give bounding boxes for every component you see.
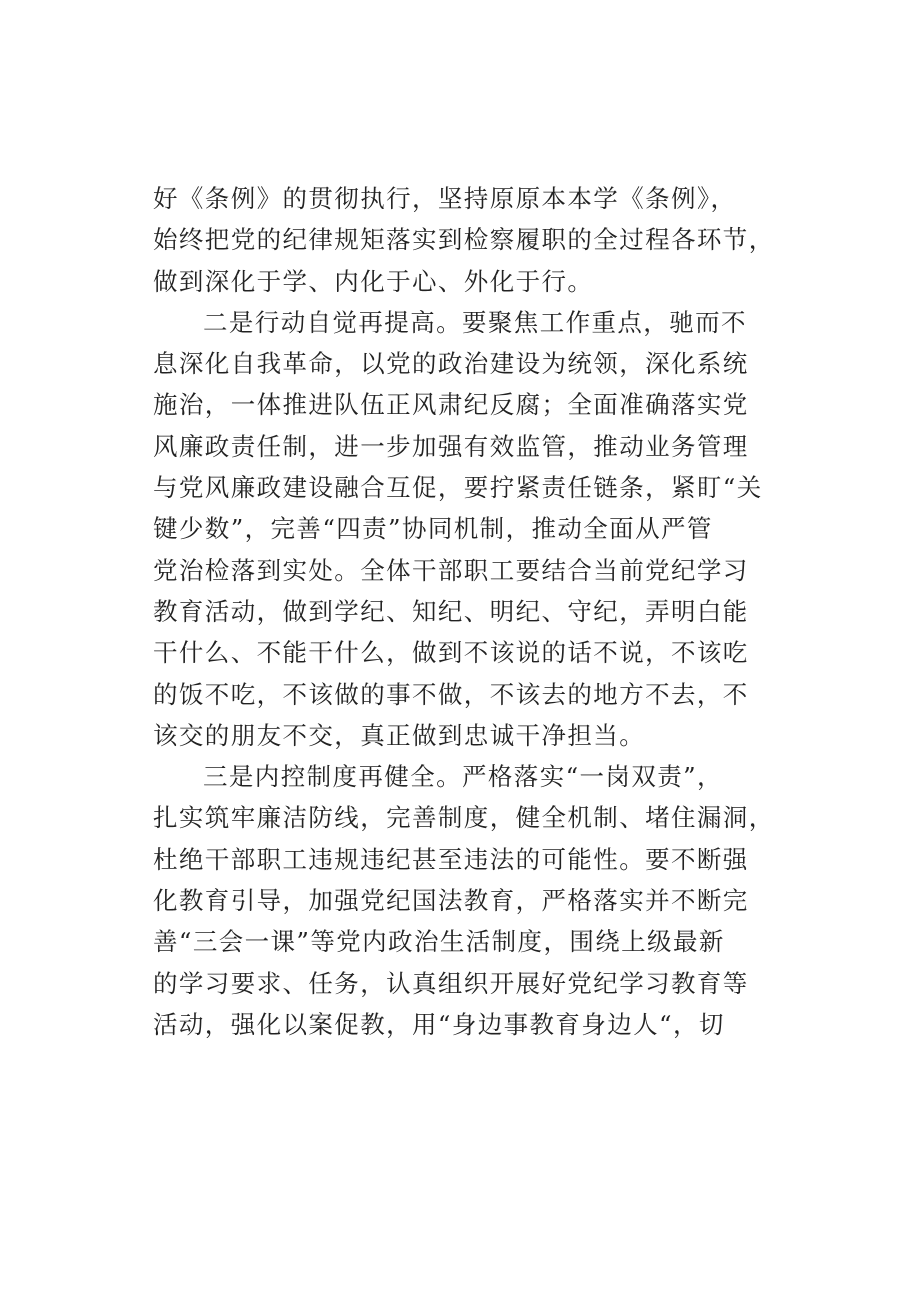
text-line: 杜绝干部职工违规违纪甚至违法的可能性。要不断强 xyxy=(153,844,749,874)
text-line: 息深化自我革命，以党的政治建设为统领，深化系统 xyxy=(153,349,749,379)
text-line: 干什么、不能干什么，做到不该说的话不说，不该吃 xyxy=(153,638,749,668)
text-line: 的饭不吃，不该做的事不做，不该去的地方不去，不 xyxy=(153,679,749,709)
text-line: 的学习要求、任务，认真组织开展好党纪学习教育等 xyxy=(153,968,749,998)
text-line: 化教育引导，加强党纪国法教育，严格落实并不断完 xyxy=(153,886,749,916)
text-line: 与党风廉政建设融合互促，要拧紧责任链条，紧盯“关 xyxy=(153,473,763,503)
text-line: 施治，一体推进队伍正风肃纪反腐；全面准确落实党 xyxy=(153,390,749,420)
text-line: 好《条例》的贯彻执行，坚持原原本本学《条例》， xyxy=(153,184,737,213)
paragraph-start-line: 三是内控制度再健全。严格落实“一岗双责”， xyxy=(203,762,723,792)
text-line: 键少数”，完善“四责”协同机制，推动全面从严管 xyxy=(153,514,713,544)
text-line: 党治检落到实处。全体干部职工要结合当前党纪学习 xyxy=(153,555,749,585)
text-line: 活动，强化以案促教，用“身边事教育身边人“，切 xyxy=(153,1009,725,1039)
text-line: 始终把党的纪律规矩落实到检察履职的全过程各环节， xyxy=(153,225,775,255)
document-body xyxy=(153,178,773,1045)
text-line: 做到深化于学、内化于心、外化于行。 xyxy=(153,266,594,296)
text-line: 风廉政责任制，进一步加强有效监管，推动业务管理 xyxy=(153,431,749,461)
text-line: 该交的朋友不交，真正做到忠诚干净担当。 xyxy=(153,720,646,750)
text-line: 教育活动，做到学纪、知纪、明纪、守纪，弄明白能 xyxy=(153,596,749,626)
text-line: 善“三会一课”等党内政治生活制度，围绕上级最新 xyxy=(153,927,725,957)
paragraph-start-line: 二是行动自觉再提高。要聚焦工作重点，驰而不 xyxy=(203,307,747,337)
text-line: 扎实筑牢廉洁防线，完善制度，健全机制、堵住漏洞， xyxy=(153,803,775,833)
